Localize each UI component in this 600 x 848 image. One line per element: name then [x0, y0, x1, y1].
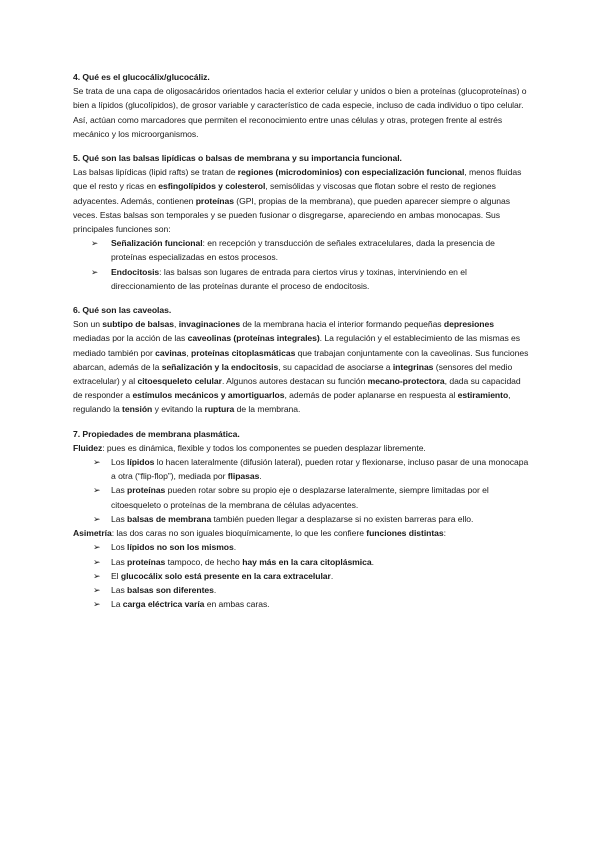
text-run: . Algunos autores destacan su función [221, 376, 368, 387]
text-run: . [371, 556, 374, 567]
text-run: y evitando la [152, 404, 205, 415]
list-item [73, 455, 529, 483]
bold-run: proteínas [127, 485, 166, 496]
section-caveolas [73, 303, 529, 417]
text-run: , menos fluidas que el resto y ricas en [73, 167, 522, 192]
arrow-bullet-icon: ➢ [93, 513, 101, 524]
text-run: también pueden llegar a desplazarse si no existen barreras para ello. [211, 513, 474, 524]
text-run: . [259, 471, 262, 482]
bold-run: subtipo de balsas [102, 319, 175, 330]
text-run: Las [111, 584, 128, 595]
list-item [73, 512, 529, 526]
arrow-bullet-icon: ➢ [93, 584, 101, 595]
bold-run: esfingolípidos y colesterol [158, 181, 266, 192]
list-item [73, 555, 529, 569]
section-body [73, 165, 529, 236]
arrow-bullet-icon: ➢ [93, 485, 101, 496]
text-run: pueden rotar sobre su propio eje o desplazarse lateralmente, siempre limitadas por el citoesqueleto o proteínas de la membrana de células adyacentes. [111, 485, 489, 510]
list-item [73, 483, 529, 511]
text-run: , regulando la [73, 390, 511, 415]
text-run: Las balsas lipídicas (lipid rafts) se tratan de [73, 167, 238, 178]
list-item [73, 583, 529, 597]
bold-run: lípidos no son los mismos [127, 542, 234, 553]
bold-run: Asimetría [73, 528, 112, 539]
text-run: : en recepción y transducción de señales extracelulares, dada la presencia de proteínas especializadas en estos procesos. [111, 238, 495, 263]
text-run: Las [111, 513, 128, 524]
bold-run: proteínas citoplasmáticas [191, 347, 296, 358]
bold-run: balsas son diferentes [127, 584, 214, 595]
asimetria-paragraph [73, 526, 529, 540]
functions-list [73, 236, 529, 293]
list-item [73, 236, 529, 264]
list-item [73, 265, 529, 293]
text-run: La [111, 599, 123, 610]
section-title: 6. Qué son las caveolas. [73, 305, 172, 316]
bold-run: cavinas [155, 347, 187, 358]
section-glucocalix [73, 70, 529, 141]
section-title: 7. Propiedades de membrana plasmática. [73, 428, 240, 439]
bold-run: regiones (microdominios) con especialización funcional [237, 167, 465, 178]
bold-run: glucocálix solo está presente en la cara extracelular [120, 570, 331, 581]
text-run: , [186, 347, 191, 358]
text-run: : las dos caras no son iguales bioquímicamente, lo que les confiere [111, 528, 367, 539]
fluidez-list [73, 455, 529, 526]
arrow-bullet-icon: ➢ [93, 457, 101, 468]
text-run: : las balsas son lugares de entrada para ciertos virus y toxinas, interviniendo en el direccionamiento de las proteínas durante el proceso de endocitosis. [111, 266, 467, 291]
list-item [73, 597, 529, 611]
bold-run: estiramiento [457, 390, 509, 401]
fluidez-paragraph [73, 441, 529, 455]
text-run: . La regulación y el establecimiento de las mismas es mediado también por [73, 333, 521, 358]
text-run: de la membrana hacia el interior formando pequeñas [240, 319, 444, 330]
text-run: (sensores del medio extracelular) y al [73, 361, 513, 387]
text-run: , semisólidas y viscosas que flotan sobre el resto de regiones adyacentes. Además, contienen [73, 181, 496, 206]
text-run: lo hacen lateralmente (difusión lateral), pueden rotar y flexionarse, incluso pasar de una monocapa a otra (“flip-flop”), mediada por [111, 457, 529, 482]
bold-run: flipasas [227, 471, 260, 482]
arrow-bullet-icon: ➢ [93, 599, 101, 610]
bold-run: invaginaciones [178, 319, 241, 330]
text-run: : pues es dinámica, flexible y todos los componentes se pueden desplazar libremente. [102, 442, 426, 453]
text-run: , su capacidad de asociarse a [278, 361, 393, 372]
text-run: , [174, 319, 179, 330]
list-item [73, 540, 529, 554]
asimetria-list [73, 540, 529, 611]
list-item [73, 569, 529, 583]
text-run: : [443, 528, 446, 539]
arrow-bullet-icon: ➢ [91, 238, 99, 249]
section-propiedades-membrana [73, 427, 529, 612]
bold-run: integrinas [392, 361, 434, 372]
bold-run: proteínas [127, 556, 166, 567]
bold-run: señalización y la endocitosis [161, 361, 279, 372]
text-run: . [233, 542, 237, 553]
arrow-bullet-icon: ➢ [91, 266, 99, 277]
bold-run: carga eléctrica varía [122, 599, 205, 610]
bold-run: citoesqueleto celular [137, 376, 222, 387]
text-run: . [330, 570, 334, 581]
text-run: Los [111, 457, 128, 468]
bold-run: lípidos [127, 457, 155, 468]
arrow-bullet-icon: ➢ [93, 542, 101, 553]
text-run: . [213, 584, 217, 595]
bold-run: caveolinas (proteínas integrales) [187, 333, 320, 344]
text-run: Las [111, 556, 128, 567]
section-title: 4. Qué es el glucocálix/glucocáliz. [73, 72, 210, 82]
text-run: El [111, 570, 121, 581]
text-run: en ambas caras. [204, 599, 270, 610]
text-run: (GPI, propias de la membrana), que pueden aparecer siempre o algunas veces. Estas balsas son temporales y se pueden fusionar o disgregarse, apareciendo en ambas monocapas. Sus principales funciones son: [73, 195, 510, 235]
text-run: tampoco, de hecho [165, 556, 243, 567]
document-content [73, 70, 529, 621]
bold-run: depresiones [443, 319, 494, 330]
arrow-bullet-icon: ➢ [93, 570, 101, 581]
bold-run: funciones distintas [366, 528, 444, 539]
bold-run: estímulos mecánicos y amortiguarlos [132, 390, 285, 401]
bold-run: Endocitosis [111, 266, 160, 277]
text-run: Las [111, 485, 128, 496]
section-title: 5. Qué son las balsas lipídicas o balsas de membrana y su importancia funcional. [73, 153, 402, 164]
text-run: de la membrana. [234, 404, 301, 415]
text-run: que trabajan conjuntamente con la caveolinas. Sus funciones abarcan, además de la [73, 347, 529, 372]
text-run: , dada su capacidad de responder a [73, 376, 521, 401]
section-body [73, 317, 529, 416]
text-run: , además de poder aplanarse en respuesta al [284, 390, 458, 401]
text-run: Los [111, 542, 128, 553]
bold-run: mecano-protectora [367, 376, 445, 387]
bold-run: proteínas [195, 195, 234, 206]
bold-run: Señalización funcional [111, 238, 203, 249]
section-balsas-lipidicas [73, 151, 529, 293]
text-run: mediadas por la acción de las [73, 333, 188, 344]
section-body: Se trata de una capa de oligosacáridos orientados hacia el exterior celular y unidos o bien a proteínas (glucoproteínas) o bien a lípidos (glucolípidos), de grosor variable y característico de cada especie, incluso de cada individuo o tipo celular. Así, actúan como marcadores que permiten el reconocimiento entre unas células y otras, protegen frente al estrés mecánico y los microorganismos. [73, 86, 527, 139]
bold-run: tensión [122, 404, 153, 415]
arrow-bullet-icon: ➢ [93, 556, 101, 567]
bold-run: hay más en la cara citoplásmica [242, 556, 372, 567]
bold-run: balsas de membrana [127, 513, 212, 524]
bold-run: Fluidez [73, 442, 103, 453]
text-run: Son un [73, 319, 103, 330]
bold-run: ruptura [204, 404, 235, 415]
